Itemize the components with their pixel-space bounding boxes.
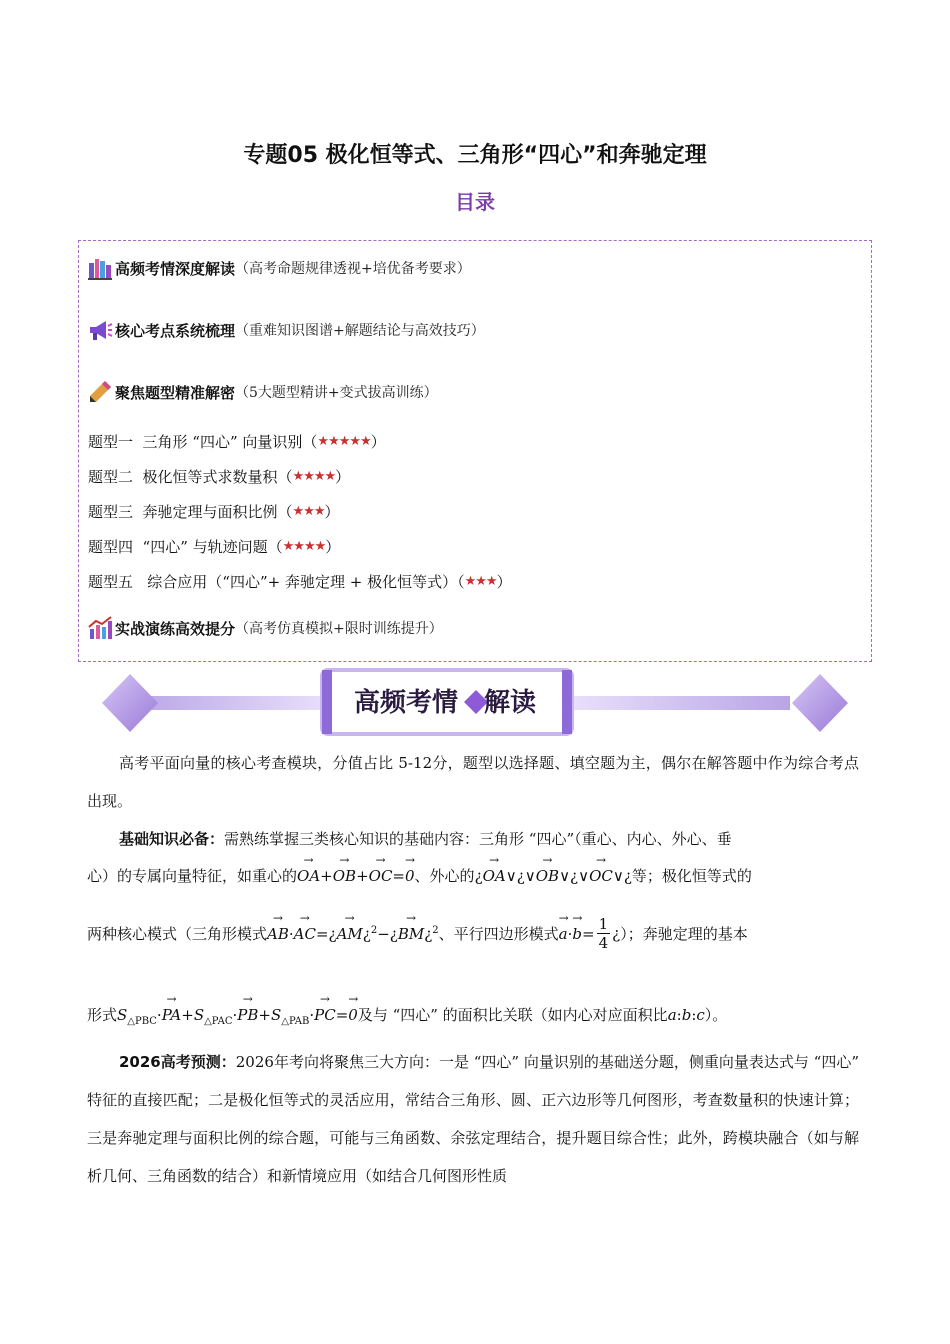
toc-section-label: 聚焦题型精准解密 — [115, 383, 236, 402]
toc-item-type-3[interactable] — [88, 500, 340, 522]
toc-item-type-2[interactable] — [88, 465, 350, 487]
forecast-paragraph — [87, 1043, 859, 1195]
toc-section-label: 高频考情深度解读 — [115, 259, 236, 278]
knowledge-text: 及与 “四心” 的面积比关联（如内心对应面积比 — [357, 1006, 668, 1024]
banner-title-left: 高频考情 — [353, 688, 458, 718]
toc-section-note: （高考仿真模拟+限时训练提升） — [235, 621, 443, 637]
toc-item-close: ） — [496, 572, 512, 591]
toc-item-close: ） — [325, 537, 341, 556]
intro-paragraph: 高考平面向量的核心考查模块，分值占比 5-12分，题型以选择题、填空题为主，偶尔在解答题中作为综合考点出现。 — [87, 754, 859, 810]
difficulty-stars: ★★★★★ — [317, 433, 371, 449]
banner-title-right: 解读 — [484, 688, 537, 718]
toc-item-label: 题型二 极化恒等式求数量积（ — [88, 467, 293, 486]
toc-section-note: （5大题型精讲+变式拔高训练） — [235, 385, 438, 401]
knowledge-text: ）。 — [704, 1006, 728, 1024]
difficulty-stars: ★★★★ — [292, 468, 336, 484]
toc-item-label: 题型四 “四心” 与轨迹问题（ — [88, 537, 283, 556]
toc-section-label: 实战演练高效提分 — [115, 619, 236, 638]
toc-item-label: 题型三 奔驰定理与面积比例（ — [88, 502, 293, 521]
growth-chart-icon — [87, 615, 113, 641]
toc-section-knowledge[interactable] — [87, 315, 485, 345]
page-title: 专题05 极化恒等式、三角形“四心”和奔驰定理 — [243, 143, 707, 168]
toc-item-close: ） — [324, 502, 340, 521]
forecast-text: 2026年考向将聚焦三大方向：一是 “四心” 向量识别的基础送分题，侧重向量表达式与 “四心” 特征的直接匹配；二是极化恒等式的灵活应用，常结合三角形、圆、正六边形等几何图形，考查数量积的快速计算；三是奔驰定理与面积比例的综合题，可能与三角函数、余弦定理结合，提升题目综合性；此外，跨模块融合（如与解析几何、三角函数的结合）和新情境应用（如结合几何图形性质 — [87, 1053, 860, 1185]
toc-item-type-5[interactable] — [88, 570, 512, 592]
toc-section-types[interactable] — [87, 377, 438, 407]
toc-section-label: 核心考点系统梳理 — [115, 321, 236, 340]
difficulty-stars: ★★★★ — [282, 538, 326, 554]
toc-item-close: ） — [370, 432, 386, 451]
knowledge-text: 心）的专属向量特征，如重心的 — [87, 867, 298, 885]
toc-item-label: 题型一 三角形 “四心” 向量识别（ — [88, 432, 318, 451]
knowledge-label: 基础知识必备： — [119, 830, 225, 848]
toc-section-practice[interactable] — [87, 613, 443, 643]
toc-item-label: 题型五 综合应用（“四心”+ 奔驰定理 + 极化恒等式）（ — [88, 572, 465, 591]
toc-heading: 目录 — [455, 190, 495, 214]
knowledge-text: 、平行四边形模式 — [438, 925, 559, 943]
pencil-icon — [87, 379, 113, 405]
knowledge-text: 等；极化恒等式的 — [631, 867, 752, 885]
megaphone-icon — [87, 317, 113, 343]
knowledge-line-3: 两种核心模式（三角形模式→ AB·→ AC=¿→ AM¿$^2$−¿→ BM¿$^2$、平行四边形模式→ a·→ b= $\frac{1}{4}$ ¿）；奔驰定理的基本 — [87, 915, 859, 952]
toc-item-close: ） — [335, 467, 351, 486]
toc-section-note: （重难知识图谱+解题结论与高效技巧） — [235, 323, 485, 339]
toc-item-type-1[interactable] — [88, 430, 386, 452]
knowledge-text: ）；奔驰定理的基本 — [620, 925, 748, 943]
books-icon — [87, 255, 113, 281]
table-of-contents — [78, 240, 872, 662]
difficulty-stars: ★★★ — [464, 573, 497, 589]
forecast-label: 2026高考预测： — [119, 1053, 236, 1071]
knowledge-line-1 — [87, 828, 859, 849]
toc-section-analysis[interactable] — [87, 253, 471, 283]
knowledge-line-2: 心）的专属向量特征，如重心的→ OA+→ OB+→ OC=→ 0、外心的¿→ OA∨¿∨→ OB∨¿∨→ OC∨¿等；极化恒等式的 — [87, 865, 859, 886]
banner-title — [332, 682, 558, 719]
knowledge-text: 、外心的 — [414, 867, 475, 885]
knowledge-text: 两种核心模式（三角形模式 — [87, 925, 268, 943]
knowledge-text: 形式 — [87, 1006, 118, 1024]
knowledge-text: 需熟练掌握三类核心知识的基础内容：三角形 “四心”（重心、内心、外心、垂 — [224, 830, 732, 848]
toc-section-note: （高考命题规律透视+培优备考要求） — [235, 261, 471, 277]
toc-item-type-4[interactable] — [88, 535, 340, 557]
difficulty-stars: ★★★ — [292, 503, 325, 519]
knowledge-line-4: 形式$S_{\triangle PBC}\cdot\to PA+S_{\triangle PAC}\cdot\to PB+S_{\triangle PAB}\cdot\to PC=\to 0$及与 “四心” 的面积比关联（如内心对应面积比a:b:c）。 — [87, 1004, 859, 1027]
